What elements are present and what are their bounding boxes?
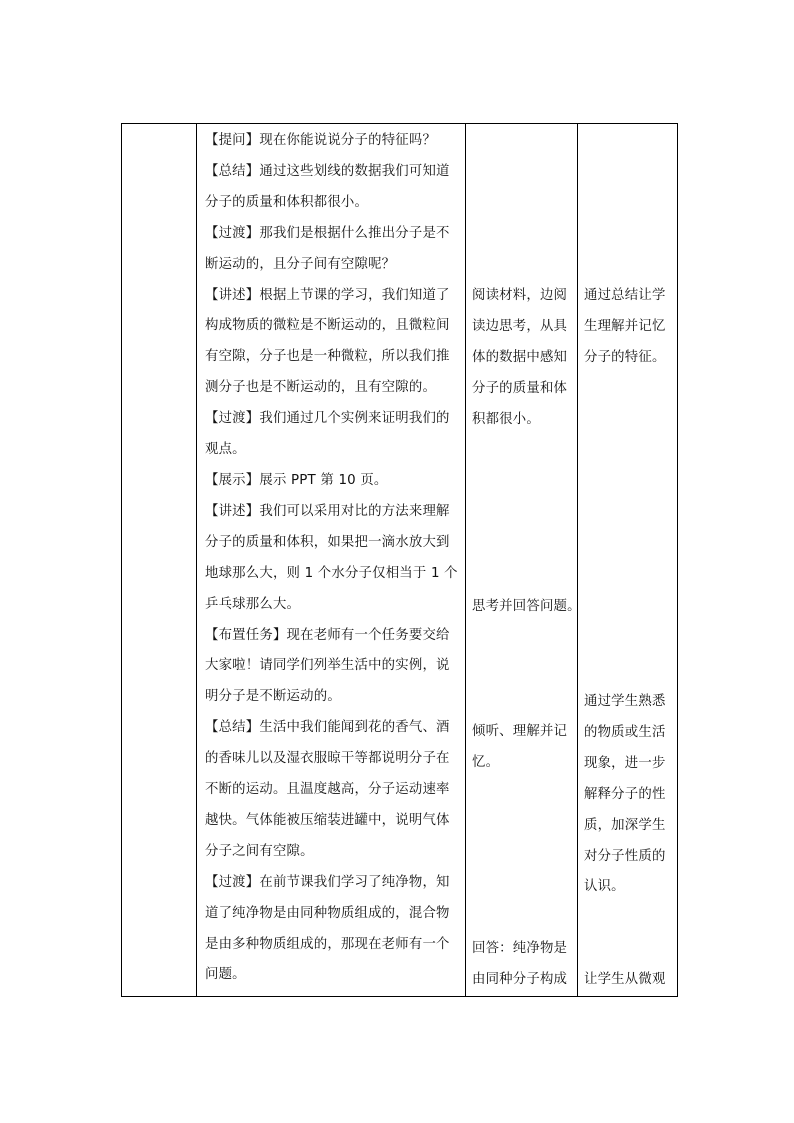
para-text: 我们可以采用对比的方法来理解分子的质量和体积，如果把一滴水放大到地球那么大，则 1 个水分子仅相当于 1 个乒乓球那么大。 xyxy=(205,503,458,612)
text-line: 质，加深学生 xyxy=(584,817,666,833)
paragraph-transition xyxy=(205,868,461,992)
student-block xyxy=(472,717,580,779)
text-line: 分子的特征。 xyxy=(584,349,666,365)
text-line: 积都很小。 xyxy=(472,411,540,427)
column-divider xyxy=(577,124,578,996)
para-tag: 【讲述】 xyxy=(205,287,260,303)
text-line: 解释分子的性 xyxy=(584,786,666,802)
paragraph-task xyxy=(205,621,461,714)
paragraph-summary xyxy=(205,157,461,219)
paragraph-transition xyxy=(205,404,461,466)
text-line: 通过学生熟悉 xyxy=(584,694,666,709)
para-tag: 【展示】 xyxy=(205,472,260,488)
paragraph-lecture xyxy=(205,281,461,405)
para-text: 通过这些划线的数据我们可知道分子的质量和体积都很小。 xyxy=(205,163,450,210)
para-text: 那我们是根据什么推出分子是不断运动的，且分子间有空隙呢？ xyxy=(205,225,450,272)
text-line: 的物质或生活 xyxy=(584,724,666,740)
student-block xyxy=(472,934,580,996)
text-line: 由同种分子构成 xyxy=(472,971,568,987)
column-divider xyxy=(465,124,466,996)
para-tag: 【过渡】 xyxy=(205,225,260,241)
paragraph-ask xyxy=(205,126,461,157)
para-text: 现在老师有一个任务要交给大家啦！请同学们列举生活中的实例，说明分子是不断运动的。 xyxy=(205,627,450,705)
text-line: 读边思考，从具 xyxy=(472,318,568,334)
intent-block xyxy=(584,281,680,374)
para-tag: 【总结】 xyxy=(205,163,260,179)
para-tag: 【提问】 xyxy=(205,133,260,148)
para-tag: 【讲述】 xyxy=(205,503,260,519)
student-block xyxy=(472,592,582,623)
text-line: 让学生从微观 xyxy=(584,972,666,987)
teacher-activity-column xyxy=(197,124,465,991)
para-text: 在前节课我们学习了纯净物，知道了纯净物是由同种物质组成的，混合物是由多种物质组成的，那现在老师有一个问题。 xyxy=(205,874,450,983)
text-line: 分子的质量和体 xyxy=(472,380,568,396)
text-line: 认识。 xyxy=(584,879,625,895)
student-block xyxy=(472,281,580,436)
text-line: 通过总结让学 xyxy=(584,288,666,303)
para-text: 展示 PPT 第 10 页。 xyxy=(259,472,388,488)
text-line: 阅读材料，边阅 xyxy=(472,288,568,303)
para-text: 根据上节课的学习，我们知道了构成物质的微粒是不断运动的，且微粒间有空隙，分子也是一种微粒，所以我们推测分子也是不断运动的，且有空隙的。 xyxy=(205,287,450,396)
paragraph-transition xyxy=(205,219,461,281)
para-text: 生活中我们能闻到花的香气、酒的香味儿以及湿衣服晾干等都说明分子在不断的运动。且温度越高，分子运动速率越快。气体能被压缩装进罐中，说明气体分子之间有空隙。 xyxy=(205,720,450,859)
text-line: 对分子性质的 xyxy=(584,848,666,864)
text-line: 忆。 xyxy=(472,754,500,770)
para-tag: 【布置任务】 xyxy=(205,627,287,643)
intent-block xyxy=(584,965,680,996)
intent-block xyxy=(584,687,680,903)
paragraph-lecture xyxy=(205,497,461,621)
paragraph-display xyxy=(205,466,461,497)
lesson-table xyxy=(121,123,678,997)
text-line: 回答：纯净物是 xyxy=(472,941,568,956)
text-line: 倾听、理解并记 xyxy=(472,724,568,739)
text-line: 现象，进一步 xyxy=(584,755,666,771)
text-line: 思考并回答问题。 xyxy=(472,599,581,614)
para-tag: 【过渡】 xyxy=(205,874,260,890)
text-line: 体的数据中感知 xyxy=(472,349,568,365)
text-line: 生理解并记忆 xyxy=(584,318,666,334)
para-text: 现在你能说说分子的特征吗？ xyxy=(259,133,437,148)
para-tag: 【过渡】 xyxy=(205,411,260,427)
paragraph-summary xyxy=(205,713,461,868)
para-text: 我们通过几个实例来证明我们的观点。 xyxy=(205,411,450,458)
para-tag: 【总结】 xyxy=(205,720,260,736)
